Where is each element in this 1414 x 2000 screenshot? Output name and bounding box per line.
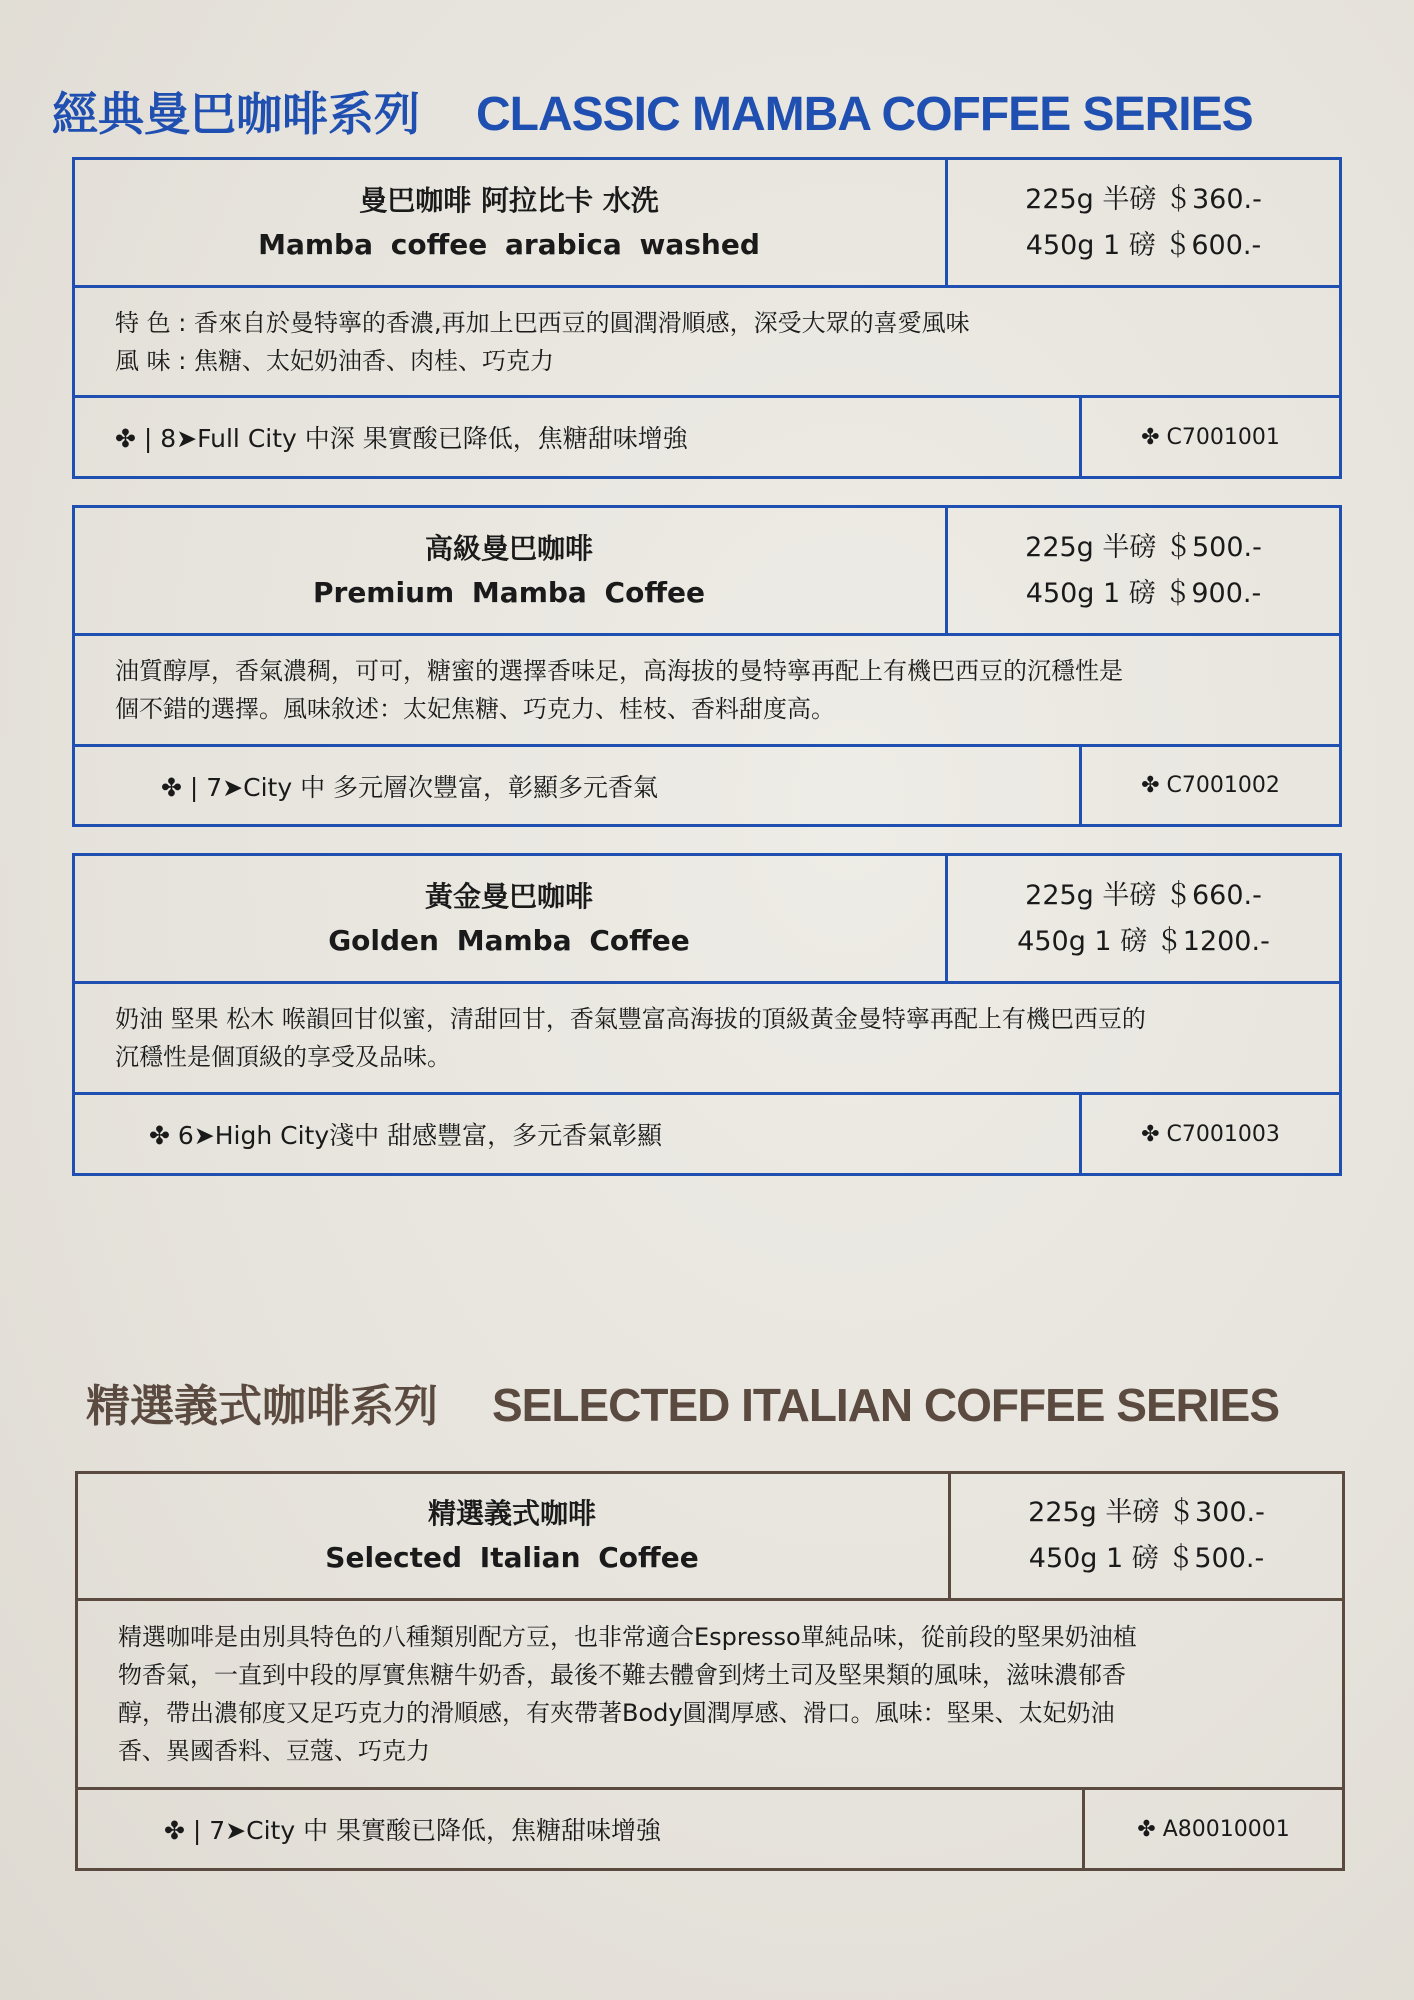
product-header-row (78, 1474, 1342, 1601)
product-roast-row (75, 1095, 1339, 1173)
price-one-pound: 450g 1 磅 ＄900.- (1025, 577, 1262, 609)
description-line: 香、異國香料、豆蔻、巧克力 (118, 1737, 430, 1765)
roast-level: ✤ | 7➤City 中 果實酸已降低，焦糖甜味增強 (164, 1816, 662, 1845)
price-one-pound: 450g 1 磅 ＄600.- (1025, 229, 1262, 261)
description-line: 沉穩性是個頂級的享受及品味。 (115, 1043, 451, 1071)
price-half-pound: 225g 半磅 ＄660.- (1025, 879, 1262, 911)
section-title-en: SELECTED ITALIAN COFFEE SERIES (492, 1379, 1279, 1431)
product-name (75, 508, 943, 633)
product-description-row (75, 984, 1339, 1095)
product-description (118, 1601, 1302, 1787)
price-half-pound: 225g 半磅 ＄300.- (1028, 1497, 1265, 1528)
product-card-mamba-washed (72, 157, 1342, 479)
price-half-pound: 225g 半磅 ＄360.- (1025, 183, 1262, 215)
product-code: ✤ C7001003 (1141, 1121, 1280, 1147)
product-card-selected-italian (75, 1471, 1345, 1871)
section-title-italian (86, 1370, 1279, 1434)
product-card-golden-mamba (72, 853, 1342, 1176)
product-name-zh: 曼巴咖啡 阿拉比卡 水洗 (359, 183, 659, 217)
product-description (115, 288, 1299, 395)
price-half-pound: 225g 半磅 ＄500.- (1025, 531, 1262, 563)
product-description (115, 984, 1299, 1092)
product-name-zh: 精選義式咖啡 (427, 1497, 596, 1530)
product-name-en: Premium Mamba Coffee (312, 575, 706, 609)
product-price (948, 856, 1339, 981)
product-header-row (75, 856, 1339, 984)
price-one-pound: 450g 1 磅 ＄500.- (1028, 1543, 1265, 1574)
description-line: 個不錯的選擇。風味敘述：太妃焦糖、巧克力、桂枝、香料甜度高。 (115, 695, 835, 723)
product-price (951, 1474, 1342, 1598)
description-line: 物香氣，一直到中段的厚實焦糖牛奶香，最後不難去體會到烤土司及堅果類的風味，滋味濃郁香 (118, 1661, 1126, 1689)
product-description-row (75, 288, 1339, 398)
product-code: ✤ C7001001 (1141, 424, 1280, 450)
product-header-row (75, 160, 1339, 288)
section-title-zh: 精選義式咖啡系列 (86, 1381, 438, 1432)
product-price (948, 160, 1339, 285)
product-name (75, 160, 943, 285)
product-price (948, 508, 1339, 633)
description-line: 風 味 : 焦糖、太妃奶油香、肉桂、巧克力 (115, 346, 554, 375)
roast-level: ✤ | 7➤City 中 多元層次豐富，彰顯多元香氣 (161, 772, 659, 802)
section-title-classic (52, 78, 1253, 144)
description-line: 精選咖啡是由別具特色的八種類別配方豆，也非常適合Espresso單純品味，從前段的堅果奶油植 (118, 1623, 1137, 1651)
product-description (115, 636, 1299, 744)
section-title-zh: 經典曼巴咖啡系列 (52, 87, 420, 141)
product-header-row (75, 508, 1339, 636)
description-line: 特 色 : 香來自於曼特寧的香濃,再加上巴西豆的圓潤滑順感，深受大眾的喜愛風味 (115, 308, 970, 337)
product-name (78, 1474, 946, 1598)
product-name-en: Mamba coffee arabica washed (258, 227, 760, 261)
price-one-pound: 450g 1 磅 ＄1200.- (1017, 925, 1270, 957)
product-card-premium-mamba (72, 505, 1342, 827)
product-name-zh: 黃金曼巴咖啡 (424, 879, 593, 913)
section-title-en: CLASSIC MAMBA COFFEE SERIES (476, 88, 1253, 141)
product-name-zh: 高級曼巴咖啡 (424, 531, 593, 565)
description-line: 油質醇厚，香氣濃稠，可可，糖蜜的選擇香味足，高海拔的曼特寧再配上有機巴西豆的沉穩性是 (115, 657, 1123, 685)
product-name-en: Selected Italian Coffee (325, 1541, 699, 1574)
product-description-row (75, 636, 1339, 747)
product-roast-row (75, 747, 1339, 824)
roast-level: ✤ | 8➤Full City 中深 果實酸已降低，焦糖甜味增強 (115, 424, 688, 453)
description-line: 奶油 堅果 松木 喉韻回甘似蜜，清甜回甘，香氣豐富高海拔的頂級黃金曼特寧再配上有機巴西豆的 (115, 1005, 1146, 1033)
product-roast-row (75, 398, 1339, 476)
product-code: ✤ C7001002 (1141, 773, 1280, 798)
product-code: ✤ A80010001 (1137, 1816, 1290, 1842)
roast-level: ✤ 6➤High City淺中 甜感豐富，多元香氣彰顯 (149, 1121, 663, 1150)
product-name-en: Golden Mamba Coffee (328, 923, 690, 957)
product-description-row (78, 1601, 1342, 1790)
product-name (75, 856, 943, 981)
product-roast-row (78, 1790, 1342, 1868)
description-line: 醇，帶出濃郁度又足巧克力的滑順感，有夾帶著Body圓潤厚感、滑口。風味：堅果、太妃奶油 (118, 1699, 1115, 1727)
